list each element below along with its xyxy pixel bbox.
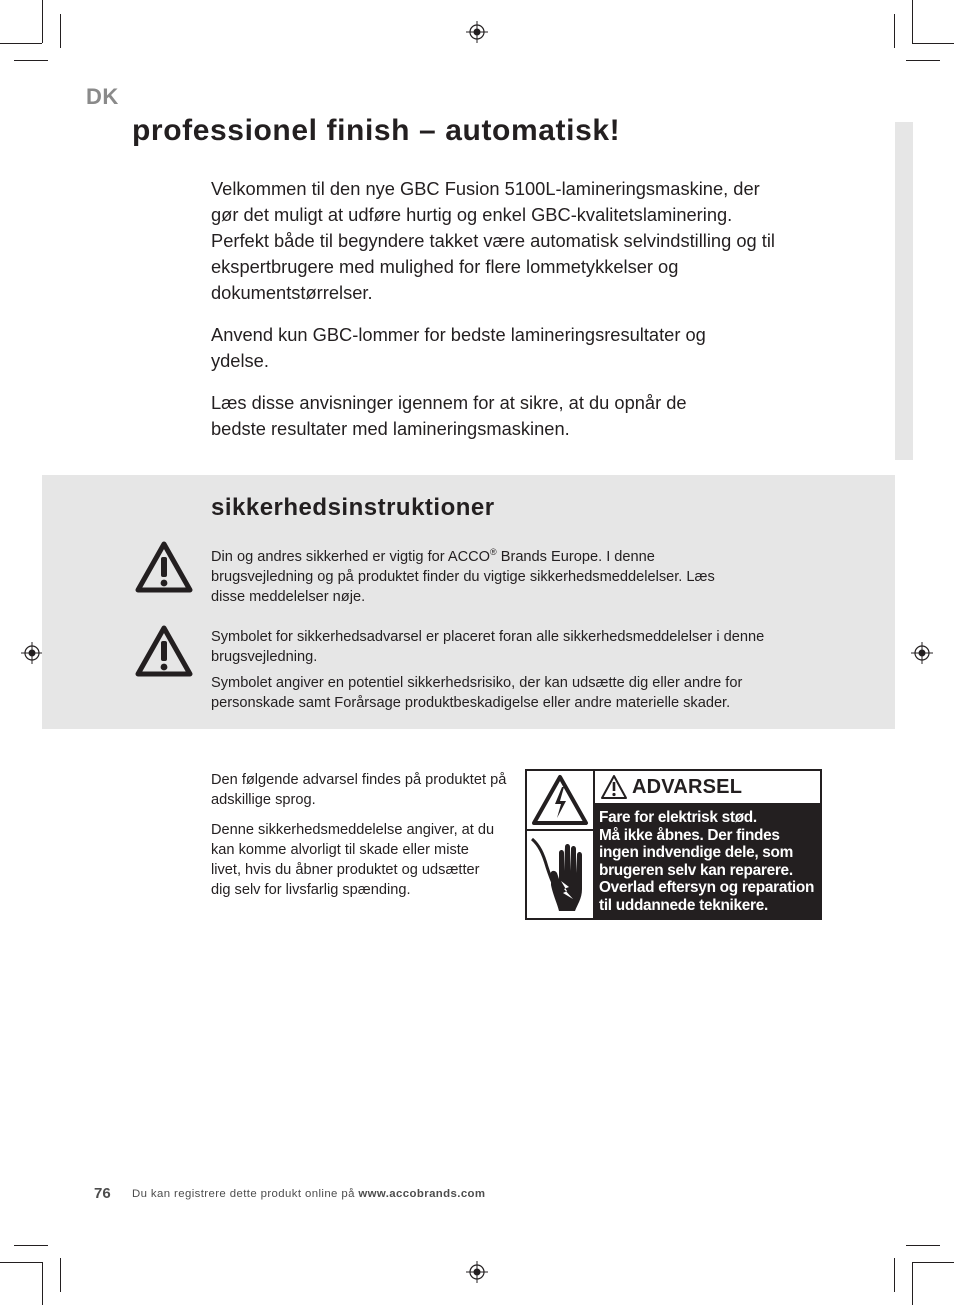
label-line: ingen indvendige dele, som (599, 844, 794, 862)
crosshair-registration-icon (21, 642, 43, 664)
side-tab (895, 122, 913, 460)
warning-info (211, 770, 516, 910)
crosshair-registration-icon (466, 21, 488, 43)
page-number: 76 (94, 1185, 111, 1202)
crosshair-registration-icon (466, 1261, 488, 1283)
intro-paragraph: Anvend kun GBC-lommer for bedste lamineringsresultater og ydelse. (211, 324, 706, 371)
safety-block-1 (211, 542, 751, 613)
safety-text: Din og andres sikkerhed er vigtig for ACCO (211, 548, 491, 565)
lightning-triangle-icon (530, 773, 590, 827)
safety-text: Symbolet for sikkerhedsadvarsel er placeret foran alle sikkerhedsmeddelelser i denne brugsvejledning. (211, 629, 765, 665)
label-line: Overlad eftersyn og reparation (599, 879, 815, 897)
warning-info-paragraph: Den følgende advarsel findes på produktet på adskillige sprog. (211, 772, 507, 808)
warning-triangle-icon (135, 625, 193, 677)
electric-shock-hand-icon (529, 833, 591, 915)
label-line: Fare for elektrisk stød. (599, 809, 757, 826)
warning-label (525, 769, 822, 920)
label-line: til uddannede teknikere. (599, 896, 768, 914)
label-shock-symbol-cell (527, 771, 595, 831)
label-body (595, 805, 820, 918)
registered-mark: ® (490, 547, 497, 557)
footer-register-text (132, 1188, 485, 1200)
crosshair-registration-icon (911, 642, 933, 664)
footer-website: www.accobrands.com (358, 1188, 486, 1200)
label-line: Må ikke åbnes. Der findes (599, 826, 780, 844)
safety-text: Symbolet angiver en potentiel sikkerhedsrisiko, der kan udsætte dig eller andre for personskade samt Forårsage produktbeskadigelse eller andre materielle skader. (211, 675, 743, 711)
page-title: professionel finish – automatisk! (132, 114, 621, 147)
footer-text: Du kan registrere dette produkt online på (132, 1188, 359, 1200)
safety-text: Brands Europe. I denne brugsvejledning og på produktet finder du vigtige sikkerhedsmeddelelser. Læs disse meddelelser nøje. (211, 548, 715, 605)
safety-block-2 (211, 627, 801, 719)
label-header-text: ADVARSEL (632, 775, 743, 798)
label-hand-symbol-cell (527, 831, 595, 918)
label-header (595, 771, 820, 805)
warning-triangle-icon (135, 541, 193, 593)
intro-paragraph: Læs disse anvisninger igennem for at sikre, at du opnår de bedste resultater med lamineringsmaskinen. (211, 392, 687, 439)
intro-section (211, 176, 791, 458)
label-line: brugeren selv kan reparere. (599, 861, 793, 879)
warning-info-paragraph: Denne sikkerhedsmeddelelse angiver, at du kan komme alvorligt til skade eller miste livet, hvis du åbner produktet og udsætter dig selv for livsfarlig spænding. (211, 822, 495, 898)
language-code: DK (86, 84, 119, 109)
safety-title: sikkerhedsinstruktioner (211, 494, 495, 521)
warning-triangle-icon (600, 774, 628, 800)
intro-paragraph: Velkommen til den nye GBC Fusion 5100L-lamineringsmaskine, der gør det muligt at udføre hurtig og enkel GBC-kvalitetslaminering. Perfekt både til begyndere takket være automatisk selvindstilling og til ekspertbrugere med mulighed for flere lommetykkelser og dokumentstørrelser. (211, 178, 775, 303)
